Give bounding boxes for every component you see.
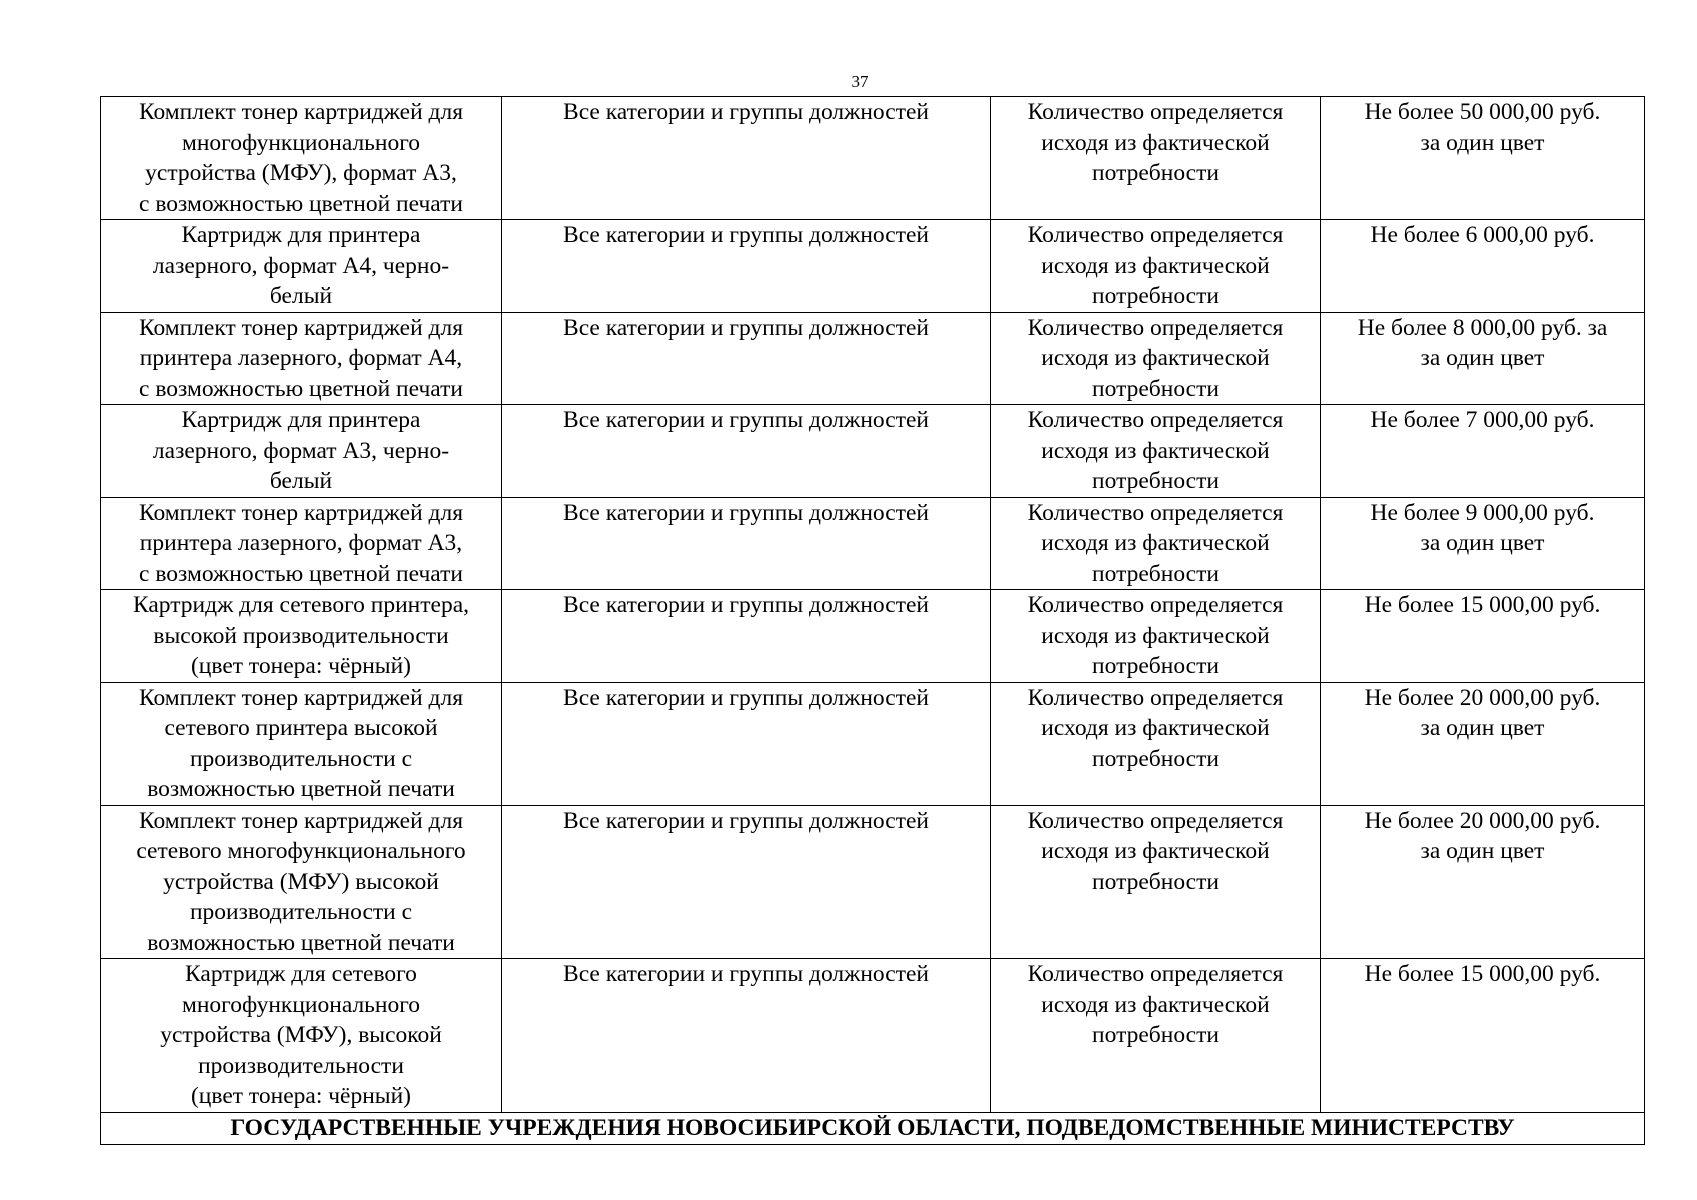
position-category-cell: Все категории и группы должностей: [502, 497, 991, 590]
quantity-cell: Количество определяется исходя из фактической потребности: [991, 590, 1321, 683]
quantity-cell: Количество определяется исходя из фактической потребности: [991, 220, 1321, 313]
item-name-cell: Комплект тонер картриджей для принтера лазерного, формат А4, с возможностью цветной печати: [101, 312, 502, 405]
item-name-cell: Комплект тонер картриджей для сетевого принтера высокой производительности с возможностью цветной печати: [101, 682, 502, 805]
table-row: [101, 97, 1645, 220]
item-name-cell: Картридж для принтера лазерного, формат А4, черно- белый: [101, 220, 502, 313]
table-row: [101, 220, 1645, 313]
position-category-cell: Все категории и группы должностей: [502, 220, 991, 313]
price-limit-cell: Не более 6 000,00 руб.: [1321, 220, 1645, 313]
quantity-cell: Количество определяется исходя из фактической потребности: [991, 405, 1321, 498]
quantity-cell: Количество определяется исходя из фактической потребности: [991, 959, 1321, 1113]
quantity-cell: Количество определяется исходя из фактической потребности: [991, 312, 1321, 405]
item-name-cell: Картридж для сетевого принтера, высокой производительности (цвет тонера: чёрный): [101, 590, 502, 683]
position-category-cell: Все категории и группы должностей: [502, 312, 991, 405]
price-limit-cell: Не более 8 000,00 руб. за за один цвет: [1321, 312, 1645, 405]
page-number: 37: [851, 72, 869, 91]
price-limit-cell: Не более 15 000,00 руб.: [1321, 590, 1645, 683]
position-category-cell: Все категории и группы должностей: [502, 405, 991, 498]
table-row: [101, 312, 1645, 405]
table-row: [101, 805, 1645, 959]
position-category-cell: Все категории и группы должностей: [502, 959, 991, 1113]
quantity-cell: Количество определяется исходя из фактической потребности: [991, 682, 1321, 805]
price-limit-cell: Не более 50 000,00 руб. за один цвет: [1321, 97, 1645, 220]
position-category-cell: Все категории и группы должностей: [502, 682, 991, 805]
price-limit-cell: Не более 20 000,00 руб. за один цвет: [1321, 682, 1645, 805]
section-heading-row: [101, 1112, 1645, 1144]
price-limit-cell: Не более 20 000,00 руб. за один цвет: [1321, 805, 1645, 959]
price-limit-cell: Не более 9 000,00 руб. за один цвет: [1321, 497, 1645, 590]
item-name-cell: Картридж для сетевого многофункционального устройства (МФУ), высокой производительности (цвет тонера: чёрный): [101, 959, 502, 1113]
item-name-cell: Комплект тонер картриджей для многофункционального устройства (МФУ), формат А3, с возможностью цветной печати: [101, 97, 502, 220]
item-name-cell: Картридж для принтера лазерного, формат А3, черно- белый: [101, 405, 502, 498]
position-category-cell: Все категории и группы должностей: [502, 590, 991, 683]
position-category-cell: Все категории и группы должностей: [502, 97, 991, 220]
table-row: [101, 682, 1645, 805]
table-row: [101, 590, 1645, 683]
table-row: [101, 405, 1645, 498]
section-heading: ГОСУДАРСТВЕННЫЕ УЧРЕЖДЕНИЯ НОВОСИБИРСКОЙ ОБЛАСТИ, ПОДВЕДОМСТВЕННЫЕ МИНИСТЕРСТВУ: [101, 1112, 1645, 1144]
table-row: [101, 497, 1645, 590]
quantity-cell: Количество определяется исходя из фактической потребности: [991, 497, 1321, 590]
position-category-cell: Все категории и группы должностей: [502, 805, 991, 959]
price-limit-cell: Не более 15 000,00 руб.: [1321, 959, 1645, 1113]
item-name-cell: Комплект тонер картриджей для сетевого многофункционального устройства (МФУ) высокой производительности с возможностью цветной печати: [101, 805, 502, 959]
item-name-cell: Комплект тонер картриджей для принтера лазерного, формат А3, с возможностью цветной печати: [101, 497, 502, 590]
table-row: [101, 959, 1645, 1113]
quantity-cell: Количество определяется исходя из фактической потребности: [991, 97, 1321, 220]
equipment-norms-table: [100, 96, 1645, 1145]
price-limit-cell: Не более 7 000,00 руб.: [1321, 405, 1645, 498]
quantity-cell: Количество определяется исходя из фактической потребности: [991, 805, 1321, 959]
